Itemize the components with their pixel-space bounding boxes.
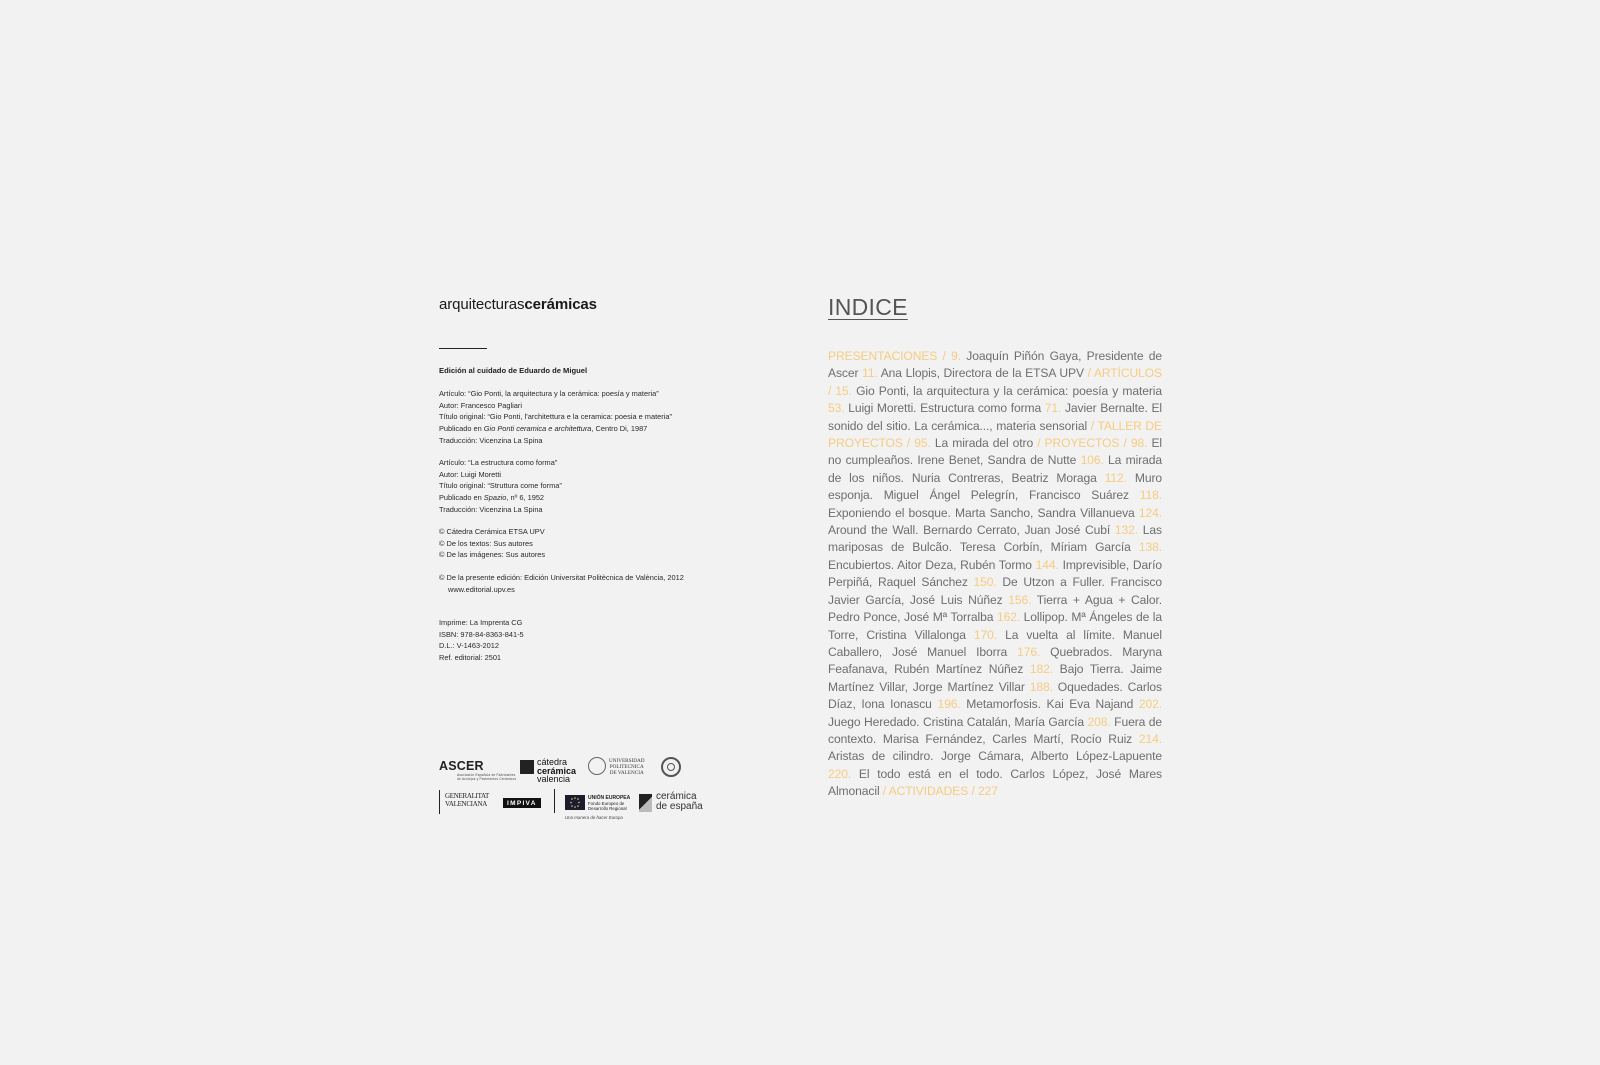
eu-stars-icon [565, 795, 585, 810]
index-page-ref: 162. [996, 610, 1024, 625]
index-page-ref: 150. [973, 575, 1003, 590]
generalitat-logo-line: VALENCIANA [445, 800, 487, 808]
index-entry: Joaquín Piñón Gaya, Presidente de Ascer [828, 349, 1162, 381]
impiva-logo: IMPIVA [503, 798, 541, 808]
ceramica-espana-line: de españa [656, 801, 703, 812]
index-page-ref: 53. [828, 401, 849, 416]
print-line: Ref. editorial: 2501 [439, 652, 502, 662]
index-page-ref: 220. [828, 766, 859, 781]
eu-tagline: Una manera de hacer Europa [565, 815, 623, 820]
credit-line: Autor: Francesco Pagliari [439, 400, 522, 410]
index-entry: Imprevisible, Darío Perpiñá, Raquel Sánchez [828, 557, 1162, 590]
ceramica-espana-icon [639, 794, 652, 812]
print-info [439, 617, 739, 663]
catedra-logo-line: cerámica [537, 765, 577, 776]
index-page-ref: 202. [1138, 697, 1162, 712]
index-page-ref: 188. [1029, 679, 1058, 694]
print-line: D.L.: V-1463-2012 [439, 641, 499, 651]
logo-separator [554, 789, 555, 813]
index-page-ref: 71. [1044, 401, 1065, 416]
credit-line-publication [439, 492, 739, 504]
index-page-ref: 138. [1138, 540, 1162, 555]
index-page-ref: 118. [1139, 488, 1162, 503]
ceramica-espana-line: cerámica [656, 791, 697, 802]
eu-logo-line: Desarrollo Regional [588, 806, 627, 811]
upv-logo-line: DE VALENCIA [609, 770, 644, 777]
index-entry: El no cumpleaños. Irene Benet, Sandra de Nutte [828, 436, 1162, 468]
catedra-logo-mark [520, 760, 534, 774]
index-entry: Ana Llopis, Directora de la ETSA UPV [880, 366, 1088, 381]
ceramica-espana-logo [656, 792, 703, 812]
print-line: ISBN: 978-84-8363-841-5 [439, 629, 524, 639]
index-page-ref: 214. [1138, 731, 1162, 746]
index-entry: La vuelta al límite. Manuel Caballero, José Manuel Iborra [828, 627, 1162, 659]
article-credits-1 [439, 388, 739, 446]
index-entry: Javier Bernalte. El sonido del sitio. La cerámica..., materia sensorial [828, 401, 1162, 433]
print-line: Imprime: La Imprenta CG [439, 618, 523, 628]
pub-title: Gio Ponti ceramica e architettura [483, 424, 592, 434]
index-entry: Exponiendo el bosque. Marta Sancho, Sandra Villanueva [828, 505, 1139, 520]
index-entry: El todo está en el todo. Carlos López, José Mares Almonacil [828, 766, 1162, 799]
index-entry: Oquedades. Carlos Díaz, Iona Ionascu [828, 679, 1162, 712]
copyright-line: © De los textos: Sus autores [439, 538, 533, 548]
index-page-ref: / ARTÍCULOS / 15. [828, 366, 1162, 398]
index-page-ref: 11. [862, 366, 881, 381]
credit-line: Autor: Luigi Moretti [439, 469, 502, 479]
index-page-ref: / TALLER DE PROYECTOS / 95. [828, 418, 1163, 451]
school-seal-inner-icon [667, 763, 675, 771]
index-body [828, 348, 1162, 801]
credit-line: Artículo: “La estructura como forma” [439, 458, 558, 468]
generalitat-logo-line: GENERALITAT [445, 792, 489, 800]
colophon-page [439, 296, 739, 664]
index-entry: Around the Wall. Bernardo Cerrato, Juan José Cubí [828, 523, 1115, 538]
upv-logo-text [609, 758, 644, 777]
index-entry: Quebrados. Maryna Feafanava, Rubén Martínez Núñez [828, 644, 1162, 677]
sponsor-logos [439, 756, 709, 822]
index-entry: Muro esponja. Miguel Ángel Pelegrín, Francisco Suárez [828, 470, 1163, 503]
index-page-ref: 182. [1029, 662, 1060, 677]
pub-prefix: Publicado en [439, 424, 484, 434]
index-page-ref: 132. [1114, 523, 1143, 538]
index-entry: Fuera de contexto. Marisa Fernández, Carles Martí, Rocío Ruiz [828, 714, 1162, 746]
pub-suffix: , Centro Di, 1987 [591, 424, 648, 434]
upv-seal-icon [588, 757, 606, 775]
brand-title-light: arquitecturas [439, 296, 525, 313]
copyright-list [439, 526, 739, 561]
eu-flag-icon [565, 795, 585, 810]
copyright-line: © Cátedra Cerámica ETSA UPV [439, 527, 545, 537]
logo-separator [439, 790, 440, 814]
index-page [828, 294, 1162, 801]
eu-logo-line: Fondo Europeo de [588, 801, 625, 806]
catedra-ceramica-logo [537, 758, 576, 784]
credit-line-publication [439, 423, 739, 435]
index-page-ref: 124. [1138, 505, 1162, 520]
index-page-ref: 176. [1017, 644, 1051, 659]
index-page-ref: 106. [1080, 453, 1109, 468]
index-page-ref: 156. [1008, 592, 1037, 607]
brand-title [439, 296, 739, 313]
index-entry: Lollipop. Mª Ángeles de la Torre, Cristina Villalonga [828, 610, 1162, 642]
index-entry: De Utzon a Fuller. Francisco Javier García, José Luis Núñez [828, 575, 1162, 607]
ascer-logo [439, 759, 517, 781]
eu-logo-text [588, 795, 630, 811]
divider-rule [439, 348, 487, 349]
index-entry: Bajo Tierra. Jaime Martínez Villar, Jorge Martínez Villar [828, 662, 1162, 694]
edition-info [439, 572, 739, 595]
index-title: INDICE [828, 294, 908, 320]
credit-line: Traducción: Vicenzina La Spina [439, 435, 543, 445]
publisher-website: www.editorial.upv.es [448, 584, 515, 594]
credit-line: Traducción: Vicenzina La Spina [439, 504, 543, 514]
index-entry: Encubiertos. Aitor Deza, Rubén Tormo [828, 557, 1036, 572]
ascer-logo-subtitle: Asociación Española de Fabricantes de Azulejos y Pavimentos Cerámicos [457, 773, 517, 781]
eu-logo-line: UNIÓN EUROPEA [588, 795, 631, 801]
index-page-ref: / ACTIVIDADES / 227 [882, 784, 998, 799]
copyright-line: © De las imágenes: Sus autores [439, 550, 546, 560]
index-entry: Luigi Moretti. Estructura como forma [848, 401, 1045, 416]
editor-credit: Edición al cuidado de Eduardo de Miguel [439, 366, 588, 376]
credit-line: Título original: “Gio Ponti, l’architettura e la ceramica: poesia e materia” [439, 412, 672, 422]
upv-logo-line: POLITECNICA [609, 764, 644, 771]
index-entry: Tierra + Agua + Calor. Pedro Ponce, José Mª Torralba [828, 592, 1162, 625]
article-credits-2 [439, 457, 739, 515]
index-entry: Metamorfosis. Kai Eva Najand [966, 697, 1139, 712]
index-page-ref: 196. [937, 697, 967, 712]
index-page-ref: 208. [1087, 714, 1115, 729]
index-entry: Las mariposas de Bulcão. Teresa Corbín, Míriam García [828, 523, 1162, 555]
pub-title: Spazio [483, 493, 507, 503]
pub-prefix: Publicado en [439, 493, 484, 503]
index-page-ref: 144. [1035, 557, 1063, 572]
pub-suffix: , nº 6, 1952 [506, 493, 545, 503]
catedra-logo-line: cátedra [537, 757, 568, 767]
index-page-ref: 112. [1104, 470, 1135, 485]
index-page-ref: 170. [973, 627, 1006, 642]
upv-logo-line: UNIVERSIDAD [609, 758, 645, 764]
brand-title-bold: cerámicas [524, 296, 597, 313]
ascer-logo-text: ASCER [439, 759, 484, 773]
index-entry: La mirada del otro [934, 436, 1038, 451]
index-entry: Aristas de cilindro. Jorge Cámara, Alberto López-Lapuente [828, 749, 1162, 764]
index-page-ref: / PROYECTOS / 98. [1037, 436, 1152, 451]
generalitat-logo [445, 792, 489, 808]
index-entry: Juego Heredado. Cristina Catalán, María García [828, 714, 1088, 729]
index-entry: La mirada de los niños. Nuria Contreras, Beatriz Moraga [828, 453, 1162, 485]
index-entry: Gio Ponti, la arquitectura y la cerámica: poesía y materia [856, 383, 1163, 398]
catedra-logo-line: valencia [537, 774, 571, 784]
credit-line: Artículo: “Gio Ponti, la arquitectura y la cerámica: poesía y materia” [439, 389, 659, 399]
credit-line: Título original: “Struttura come forma” [439, 481, 562, 491]
index-page-ref: PRESENTACIONES / 9. [828, 349, 967, 363]
edition-line: © De la presente edición: Edición Universitat Politècnica de València, 2012 [439, 573, 684, 583]
